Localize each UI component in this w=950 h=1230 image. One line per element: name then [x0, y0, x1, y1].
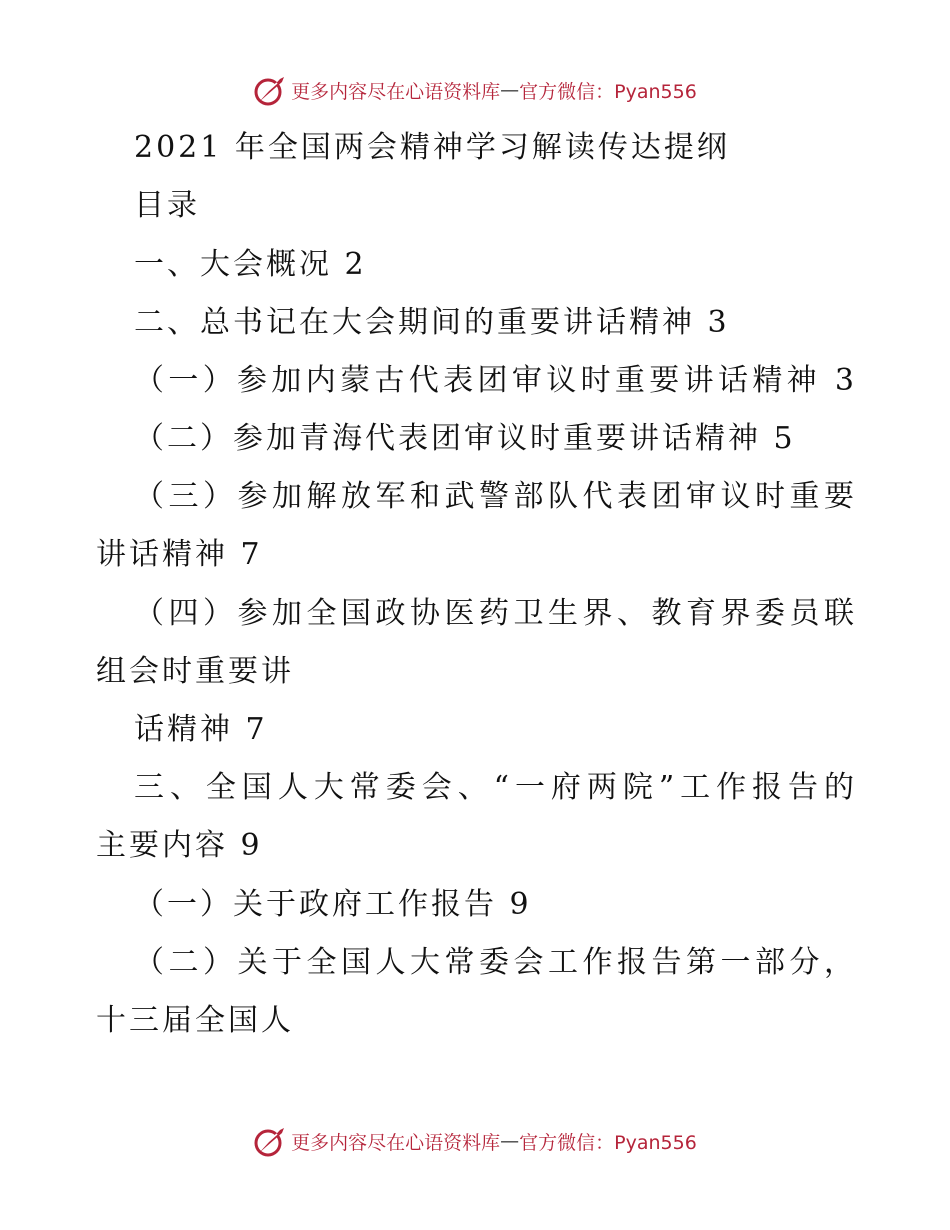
- toc-line: 一、大会概况 2: [134, 247, 367, 282]
- toc-line: 讲话精神 7: [96, 537, 263, 572]
- toc-line: （三）参加解放军和武警部队代表团审议时重要: [134, 479, 854, 514]
- toc-line: （二）参加青海代表团审议时重要讲话精神 5: [134, 421, 796, 456]
- toc-line: （一）参加内蒙古代表团审议时重要讲话精神 3: [134, 363, 854, 398]
- document-title: 2021 年全国两会精神学习解读传达提纲: [134, 130, 730, 165]
- watermark-main-text: 更多内容尽在心语资料库: [291, 80, 501, 103]
- toc-line: （一）关于政府工作报告 9: [134, 887, 532, 922]
- toc-line: （四）参加全国政协医药卫生界、教育界委员联: [134, 596, 854, 631]
- toc-line: 三、全国人大常委会、“一府两院”工作报告的: [134, 770, 854, 805]
- watermark-separator: —: [500, 79, 520, 101]
- toc-line: 二、总书记在大会期间的重要讲话精神 3: [134, 305, 730, 340]
- watermark-separator: —: [500, 1130, 520, 1152]
- toc-line: 主要内容 9: [96, 828, 263, 863]
- watermark-wechat-text: 官方微信：Pyan556: [519, 1131, 697, 1154]
- toc-line: 十三届全国人: [96, 1003, 294, 1038]
- toc-line: 组会时重要讲: [96, 654, 294, 689]
- watermark-main-text: 更多内容尽在心语资料库: [291, 1131, 501, 1154]
- quill-logo-icon: [253, 1124, 287, 1158]
- quill-logo-icon: [253, 73, 287, 107]
- watermark-wechat-text: 官方微信：Pyan556: [519, 80, 697, 103]
- header-watermark: [0, 70, 950, 110]
- toc-line: （二）关于全国人大常委会工作报告第一部分，: [134, 945, 854, 980]
- toc-heading: 目录: [134, 188, 200, 223]
- footer-watermark: [0, 1121, 950, 1161]
- toc-line: 话精神 7: [134, 712, 268, 747]
